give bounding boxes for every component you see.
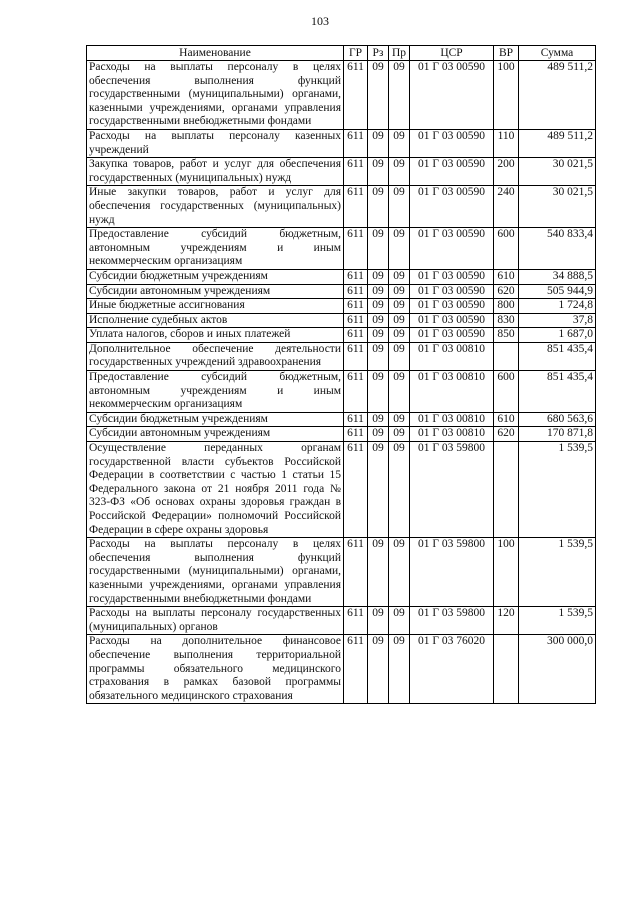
- row-rz: 09: [368, 538, 389, 607]
- row-sum: 505 944,9: [519, 284, 596, 299]
- table-row: [87, 427, 596, 442]
- row-pr: 09: [389, 635, 410, 704]
- header-vr: ВР: [494, 46, 519, 61]
- row-vr: 610: [494, 269, 519, 284]
- row-sum: 1 687,0: [519, 328, 596, 343]
- row-csr: 01 Г 03 00590: [410, 186, 494, 228]
- row-name: Иные бюджетные ассигнования: [87, 299, 344, 314]
- row-rz: 09: [368, 284, 389, 299]
- row-name: Субсидии автономным учреждениям: [87, 427, 344, 442]
- row-rz: 09: [368, 412, 389, 427]
- row-rz: 09: [368, 342, 389, 370]
- row-gr: 611: [344, 538, 368, 607]
- row-pr: 09: [389, 538, 410, 607]
- row-sum: 489 511,2: [519, 129, 596, 157]
- row-csr: 01 Г 03 59800: [410, 607, 494, 635]
- row-gr: 611: [344, 313, 368, 328]
- row-name: Уплата налогов, сборов и иных платежей: [87, 328, 344, 343]
- row-csr: 01 Г 03 00590: [410, 129, 494, 157]
- row-name: Закупка товаров, работ и услуг для обеспечения государственных (муниципальных) нужд: [87, 158, 344, 186]
- row-sum: 1 539,5: [519, 442, 596, 538]
- row-name: Субсидии бюджетным учреждениям: [87, 269, 344, 284]
- row-rz: 09: [368, 427, 389, 442]
- row-gr: 611: [344, 129, 368, 157]
- row-rz: 09: [368, 158, 389, 186]
- row-csr: 01 Г 03 59800: [410, 442, 494, 538]
- row-gr: 611: [344, 328, 368, 343]
- row-pr: 09: [389, 129, 410, 157]
- row-csr: 01 Г 03 00810: [410, 427, 494, 442]
- table-row: [87, 129, 596, 157]
- row-rz: 09: [368, 442, 389, 538]
- row-pr: 09: [389, 158, 410, 186]
- table-row: [87, 412, 596, 427]
- row-sum: 30 021,5: [519, 158, 596, 186]
- row-vr: 100: [494, 61, 519, 130]
- row-sum: 489 511,2: [519, 61, 596, 130]
- row-vr: 110: [494, 129, 519, 157]
- row-name: Расходы на дополнительное финансовое обеспечение выполнения территориальной программы обязательного медицинского страхования в рамках базовой программы обязательного медицинского страхования: [87, 635, 344, 704]
- row-name: Расходы на выплаты персоналу казенных учреждений: [87, 129, 344, 157]
- row-vr: 120: [494, 607, 519, 635]
- header-rz: Рз: [368, 46, 389, 61]
- table-row: [87, 342, 596, 370]
- row-rz: 09: [368, 61, 389, 130]
- row-pr: 09: [389, 313, 410, 328]
- row-vr: 100: [494, 538, 519, 607]
- row-pr: 09: [389, 186, 410, 228]
- table-row: [87, 284, 596, 299]
- row-sum: 851 435,4: [519, 342, 596, 370]
- header-gr: ГР: [344, 46, 368, 61]
- page-number: 103: [311, 14, 329, 28]
- row-csr: 01 Г 03 00590: [410, 328, 494, 343]
- row-rz: 09: [368, 635, 389, 704]
- row-rz: 09: [368, 371, 389, 413]
- row-rz: 09: [368, 328, 389, 343]
- row-sum: 30 021,5: [519, 186, 596, 228]
- table-row: [87, 158, 596, 186]
- row-rz: 09: [368, 129, 389, 157]
- row-pr: 09: [389, 269, 410, 284]
- header-sum: Сумма: [519, 46, 596, 61]
- row-vr: 800: [494, 299, 519, 314]
- row-vr: [494, 342, 519, 370]
- row-vr: 600: [494, 371, 519, 413]
- row-pr: 09: [389, 299, 410, 314]
- row-csr: 01 Г 03 00590: [410, 158, 494, 186]
- table-row: [87, 228, 596, 270]
- table-row: [87, 299, 596, 314]
- row-sum: 680 563,6: [519, 412, 596, 427]
- row-sum: 1 539,5: [519, 538, 596, 607]
- row-name: Расходы на выплаты персоналу в целях обеспечения выполнения функций государственными (муниципальными) органами, казенными учреждениями, органами управления государственными внебюджетными фондами: [87, 61, 344, 130]
- table-row: [87, 538, 596, 607]
- row-csr: 01 Г 03 00590: [410, 313, 494, 328]
- row-pr: 09: [389, 412, 410, 427]
- row-vr: 620: [494, 284, 519, 299]
- row-sum: 170 871,8: [519, 427, 596, 442]
- row-name: Предоставление субсидий бюджетным, автономным учреждениям и иным некоммерческим организациям: [87, 228, 344, 270]
- row-csr: 01 Г 03 00590: [410, 284, 494, 299]
- row-sum: 1 539,5: [519, 607, 596, 635]
- table-row: [87, 635, 596, 704]
- row-vr: 620: [494, 427, 519, 442]
- row-rz: 09: [368, 299, 389, 314]
- row-pr: 09: [389, 607, 410, 635]
- budget-table: [86, 45, 596, 704]
- table-row: [87, 61, 596, 130]
- row-vr: 600: [494, 228, 519, 270]
- header-pr: Пр: [389, 46, 410, 61]
- row-sum: 300 000,0: [519, 635, 596, 704]
- row-csr: 01 Г 03 00590: [410, 269, 494, 284]
- row-csr: 01 Г 03 00590: [410, 299, 494, 314]
- row-name: Осуществление переданных органам государственной власти субъектов Российской Федерации в соответствии с частью 1 статьи 15 Федерального закона от 21 ноября 2011 года № 323-ФЗ «Об основах охраны здоровья граждан в Российской Федерации» полномочий Российской Федерации в сфере охраны здоровья: [87, 442, 344, 538]
- row-csr: 01 Г 03 00810: [410, 342, 494, 370]
- row-gr: 611: [344, 607, 368, 635]
- row-name: Иные закупки товаров, работ и услуг для обеспечения государственных (муниципальных) нужд: [87, 186, 344, 228]
- row-name: Исполнение судебных актов: [87, 313, 344, 328]
- table-row: [87, 328, 596, 343]
- row-vr: [494, 635, 519, 704]
- header-csr: ЦСР: [410, 46, 494, 61]
- table-row: [87, 313, 596, 328]
- row-gr: 611: [344, 635, 368, 704]
- table-row: [87, 442, 596, 538]
- row-name: Предоставление субсидий бюджетным, автономным учреждениям и иным некоммерческим организациям: [87, 371, 344, 413]
- row-gr: 611: [344, 412, 368, 427]
- row-gr: 611: [344, 158, 368, 186]
- row-name: Расходы на выплаты персоналу государственных (муниципальных) органов: [87, 607, 344, 635]
- row-pr: 09: [389, 61, 410, 130]
- row-name: Дополнительное обеспечение деятельности государственных учреждений здравоохранения: [87, 342, 344, 370]
- row-vr: 830: [494, 313, 519, 328]
- row-gr: 611: [344, 299, 368, 314]
- row-sum: 540 833,4: [519, 228, 596, 270]
- row-sum: 1 724,8: [519, 299, 596, 314]
- row-gr: 611: [344, 228, 368, 270]
- row-gr: 611: [344, 427, 368, 442]
- row-csr: 01 Г 03 00590: [410, 228, 494, 270]
- row-gr: 611: [344, 284, 368, 299]
- table-row: [87, 371, 596, 413]
- row-gr: 611: [344, 186, 368, 228]
- row-rz: 09: [368, 313, 389, 328]
- row-rz: 09: [368, 269, 389, 284]
- row-gr: 611: [344, 342, 368, 370]
- row-vr: 200: [494, 158, 519, 186]
- row-pr: 09: [389, 228, 410, 270]
- row-vr: 850: [494, 328, 519, 343]
- row-rz: 09: [368, 228, 389, 270]
- row-rz: 09: [368, 186, 389, 228]
- row-csr: 01 Г 03 00810: [410, 371, 494, 413]
- row-vr: [494, 442, 519, 538]
- row-pr: 09: [389, 284, 410, 299]
- row-sum: 34 888,5: [519, 269, 596, 284]
- row-gr: 611: [344, 269, 368, 284]
- row-csr: 01 Г 03 76020: [410, 635, 494, 704]
- row-sum: 37,8: [519, 313, 596, 328]
- row-name: Субсидии автономным учреждениям: [87, 284, 344, 299]
- row-csr: 01 Г 03 59800: [410, 538, 494, 607]
- table-header-row: [87, 46, 596, 61]
- row-gr: 611: [344, 442, 368, 538]
- row-name: Расходы на выплаты персоналу в целях обеспечения выполнения функций государственными (муниципальными) органами, казенными учреждениями, органами управления государственными внебюджетными фондами: [87, 538, 344, 607]
- row-pr: 09: [389, 342, 410, 370]
- row-gr: 611: [344, 371, 368, 413]
- row-pr: 09: [389, 427, 410, 442]
- table-row: [87, 607, 596, 635]
- row-csr: 01 Г 03 00590: [410, 61, 494, 130]
- row-csr: 01 Г 03 00810: [410, 412, 494, 427]
- row-pr: 09: [389, 328, 410, 343]
- row-vr: 240: [494, 186, 519, 228]
- row-name: Субсидии бюджетным учреждениям: [87, 412, 344, 427]
- row-pr: 09: [389, 371, 410, 413]
- row-pr: 09: [389, 442, 410, 538]
- row-vr: 610: [494, 412, 519, 427]
- row-gr: 611: [344, 61, 368, 130]
- table-row: [87, 269, 596, 284]
- header-name: Наименование: [87, 46, 344, 61]
- row-rz: 09: [368, 607, 389, 635]
- row-sum: 851 435,4: [519, 371, 596, 413]
- table-row: [87, 186, 596, 228]
